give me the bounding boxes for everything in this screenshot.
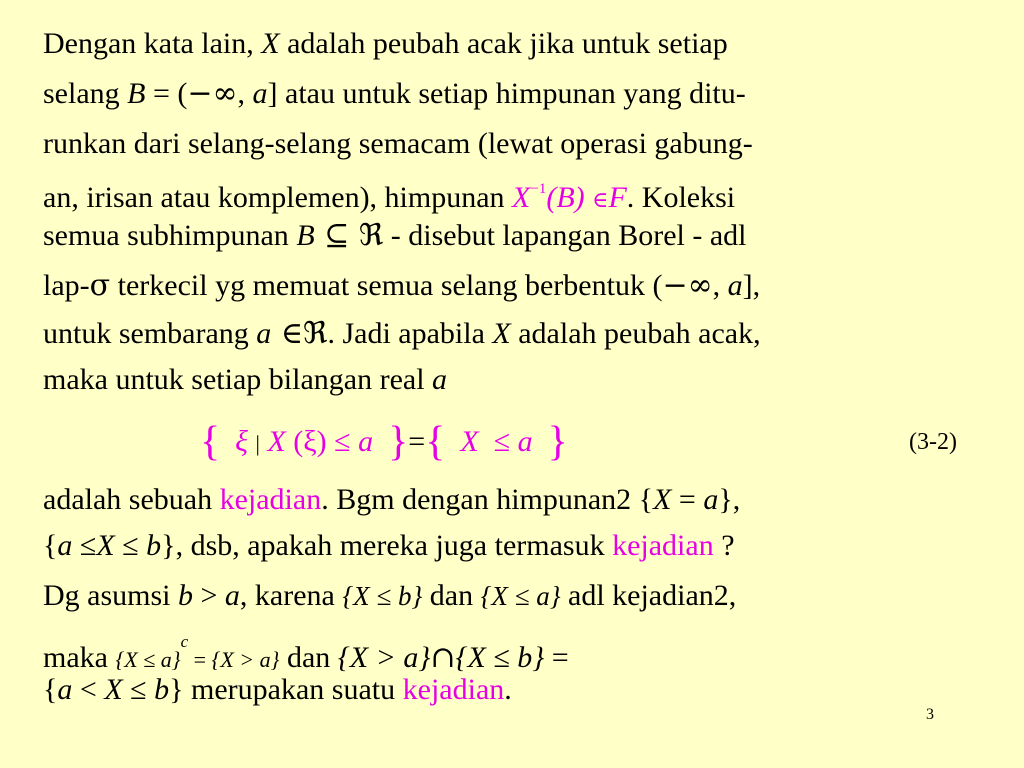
text-line: adalah sebuah kejadian. Bgm dengan himpunan2 {X = a}, <box>43 483 741 516</box>
text-line: selang B = (−∞, a] atau untuk setiap himpunan yang ditu- <box>43 76 746 111</box>
equation-number: (3-2) <box>909 429 957 455</box>
text-line: Dengan kata lain, X adalah peubah acak jika untuk setiap <box>43 27 728 60</box>
text-line: maka untuk setiap bilangan real a <box>43 363 448 396</box>
page-number: 3 <box>926 706 934 723</box>
equation-3-2: { ξ | X (ξ) ≤ a }={ X ≤ a } <box>200 419 568 465</box>
text-line: runkan dari selang-selang semacam (lewat operasi gabung- <box>43 127 753 160</box>
text-line: maka {X ≤ a}$^c$ = {X > a} dan {X > a}∩{X ≤ b} = <box>43 632 569 675</box>
text-line: untuk sembarang a ∈ℜ. Jadi apabila X adalah peubah acak, <box>43 316 761 351</box>
text-line: {a < X ≤ b} merupakan suatu kejadian. <box>43 673 512 706</box>
text-line: semua subhimpunan B ⊆ ℜ - disebut lapangan Borel - adl <box>43 218 747 253</box>
text-line: {a ≤X ≤ b}, dsb, apakah mereka juga termasuk kejadian ? <box>43 529 735 562</box>
text-line: lap-σ terkecil yg memuat semua selang berbentuk (−∞, a], <box>43 268 761 303</box>
text-line: Dg asumsi b > a, karena {X ≤ b} dan {X ≤ a} adl kejadian2, <box>43 579 737 612</box>
text-line: an, irisan atau komplemen), himpunan $X^{-1}(B)$ ∈F. Koleksi <box>43 181 736 214</box>
